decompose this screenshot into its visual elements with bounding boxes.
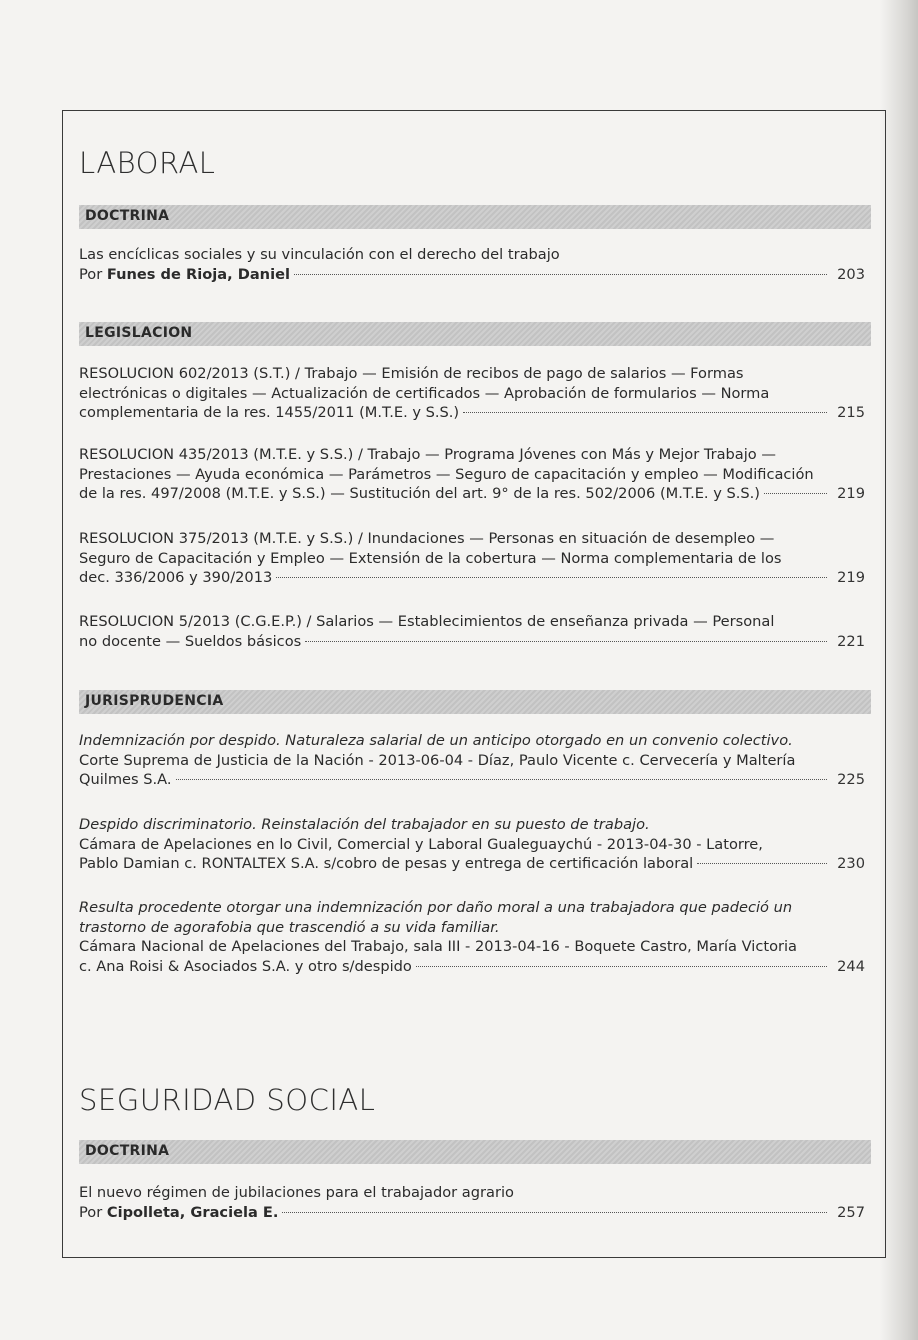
- case-summary: Indemnización por despido. Naturaleza salarial de un anticipo otorgado en un convenio colectivo.: [79, 732, 793, 749]
- entry-author-line: [79, 265, 290, 285]
- subsection-header: DOCTRINA: [85, 1143, 170, 1159]
- toc-entry[interactable]: [79, 1183, 871, 1222]
- entry-last-line: [79, 632, 865, 652]
- toc-entry[interactable]: [79, 612, 871, 651]
- section-title-seguridad-social: SEGURIDAD SOCIAL: [79, 1083, 376, 1117]
- entry-text-line: Cámara Nacional de Apelaciones del Trabajo, sala III - 2013-04-16 - Boquete Castro, María Victoria: [79, 938, 797, 955]
- subsection-header: DOCTRINA: [85, 208, 170, 224]
- entry-text-line: RESOLUCION 435/2013 (M.T.E. y S.S.) / Trabajo — Programa Jóvenes con Más y Mejor Trabajo —: [79, 446, 776, 463]
- page-number: 219: [837, 485, 865, 502]
- toc-entry[interactable]: [79, 529, 871, 588]
- entry-text-line: Prestaciones — Ayuda económica — Parámetros — Seguro de capacitación y empleo — Modificación: [79, 465, 814, 483]
- entry-title: El nuevo régimen de jubilaciones para el trabajador agrario: [79, 1184, 514, 1201]
- entry-last-line: [79, 568, 865, 588]
- entry-text-line: c. Ana Roisi & Asociados S.A. y otro s/despido: [79, 957, 412, 975]
- entry-text-line: Seguro de Capacitación y Empleo — Extensión de la cobertura — Norma complementaria de los: [79, 549, 782, 567]
- entry-last-line: [79, 770, 865, 790]
- case-summary: Resulta procedente otorgar una indemnización por daño moral a una trabajadora que padeció un: [79, 899, 793, 916]
- author-name: Cipolleta, Graciela E.: [106, 1203, 279, 1221]
- page-number: 221: [837, 632, 865, 650]
- toc-entry[interactable]: [79, 245, 871, 284]
- dot-leader: [176, 779, 827, 780]
- page-number: 219: [837, 569, 865, 586]
- page-number: 257: [837, 1203, 865, 1221]
- subsection-bar-doctrina-ss: [79, 1140, 871, 1164]
- author-name: Funes de Rioja, Daniel: [106, 265, 290, 283]
- entry-text-line: RESOLUCION 375/2013 (M.T.E. y S.S.) / Inundaciones — Personas en situación de desempleo —: [79, 530, 775, 547]
- entry-last-line: [79, 265, 865, 285]
- dot-leader: [282, 1212, 827, 1213]
- subsection-bar-jurisprudencia: [79, 690, 871, 714]
- dot-leader: [697, 863, 827, 864]
- entry-last-line: [79, 854, 865, 874]
- subsection-bar-legislacion: [79, 322, 871, 346]
- entry-text-line: dec. 336/2006 y 390/2013: [79, 569, 273, 586]
- toc-entry[interactable]: [79, 731, 871, 790]
- dot-leader: [463, 412, 827, 413]
- entry-text-line: Corte Suprema de Justicia de la Nación - 2013-06-04 - Díaz, Paulo Vicente c. Cervecería y Maltería: [79, 751, 796, 769]
- entry-last-line: [79, 403, 865, 423]
- entry-author-line: [79, 1203, 278, 1223]
- dot-leader: [294, 274, 827, 275]
- toc-entry[interactable]: [79, 364, 871, 423]
- entry-text-line: Cámara de Apelaciones en lo Civil, Comercial y Laboral Gualeguaychú - 2013-04-30 - Latorre,: [79, 835, 763, 853]
- case-summary: Despido discriminatorio. Reinstalación del trabajador en su puesto de trabajo.: [79, 816, 650, 833]
- entry-text-line: RESOLUCION 5/2013 (C.G.E.P.) / Salarios — Establecimientos de enseñanza privada — Personal: [79, 613, 775, 630]
- entry-text-line: electrónicas o digitales — Actualización de certificados — Aprobación de formularios — Norma: [79, 384, 770, 402]
- page-number: 230: [837, 855, 865, 872]
- por-label: Por: [79, 265, 103, 283]
- subsection-header: LEGISLACION: [85, 325, 193, 341]
- por-label: Por: [79, 1203, 103, 1221]
- subsection-header: JURISPRUDENCIA: [85, 693, 224, 709]
- dot-leader: [305, 641, 827, 642]
- entry-text-line: Quilmes S.A.: [79, 771, 172, 788]
- entry-title: Las encíclicas sociales y su vinculación con el derecho del trabajo: [79, 246, 560, 263]
- page-number: 244: [837, 957, 865, 975]
- section-title-laboral: LABORAL: [79, 146, 216, 180]
- entry-text-line: Pablo Damian c. RONTALTEX S.A. s/cobro de pesas y entrega de certificación laboral: [79, 855, 694, 872]
- page-number: 225: [837, 771, 865, 788]
- dot-leader: [764, 493, 827, 494]
- page-number: 215: [837, 404, 865, 421]
- entry-last-line: [79, 1203, 865, 1223]
- dot-leader: [276, 577, 827, 578]
- subsection-bar-doctrina: [79, 205, 871, 229]
- entry-last-line: [79, 484, 865, 504]
- toc-entry[interactable]: [79, 898, 871, 976]
- case-summary: trastorno de agorafobia que trascendió a su vida familiar.: [79, 918, 500, 936]
- dot-leader: [416, 966, 827, 967]
- entry-last-line: [79, 957, 865, 977]
- entry-text-line: no docente — Sueldos básicos: [79, 632, 302, 650]
- toc-entry[interactable]: [79, 445, 871, 504]
- entry-text-line: de la res. 497/2008 (M.T.E. y S.S.) — Sustitución del art. 9° de la res. 502/2006 (M.T.E. y S.S.): [79, 485, 760, 502]
- toc-entry[interactable]: [79, 815, 871, 874]
- entry-text-line: RESOLUCION 602/2013 (S.T.) / Trabajo — Emisión de recibos de pago de salarios — Formas: [79, 365, 744, 382]
- page-number: 203: [837, 265, 865, 283]
- entry-text-line: complementaria de la res. 1455/2011 (M.T.E. y S.S.): [79, 404, 460, 421]
